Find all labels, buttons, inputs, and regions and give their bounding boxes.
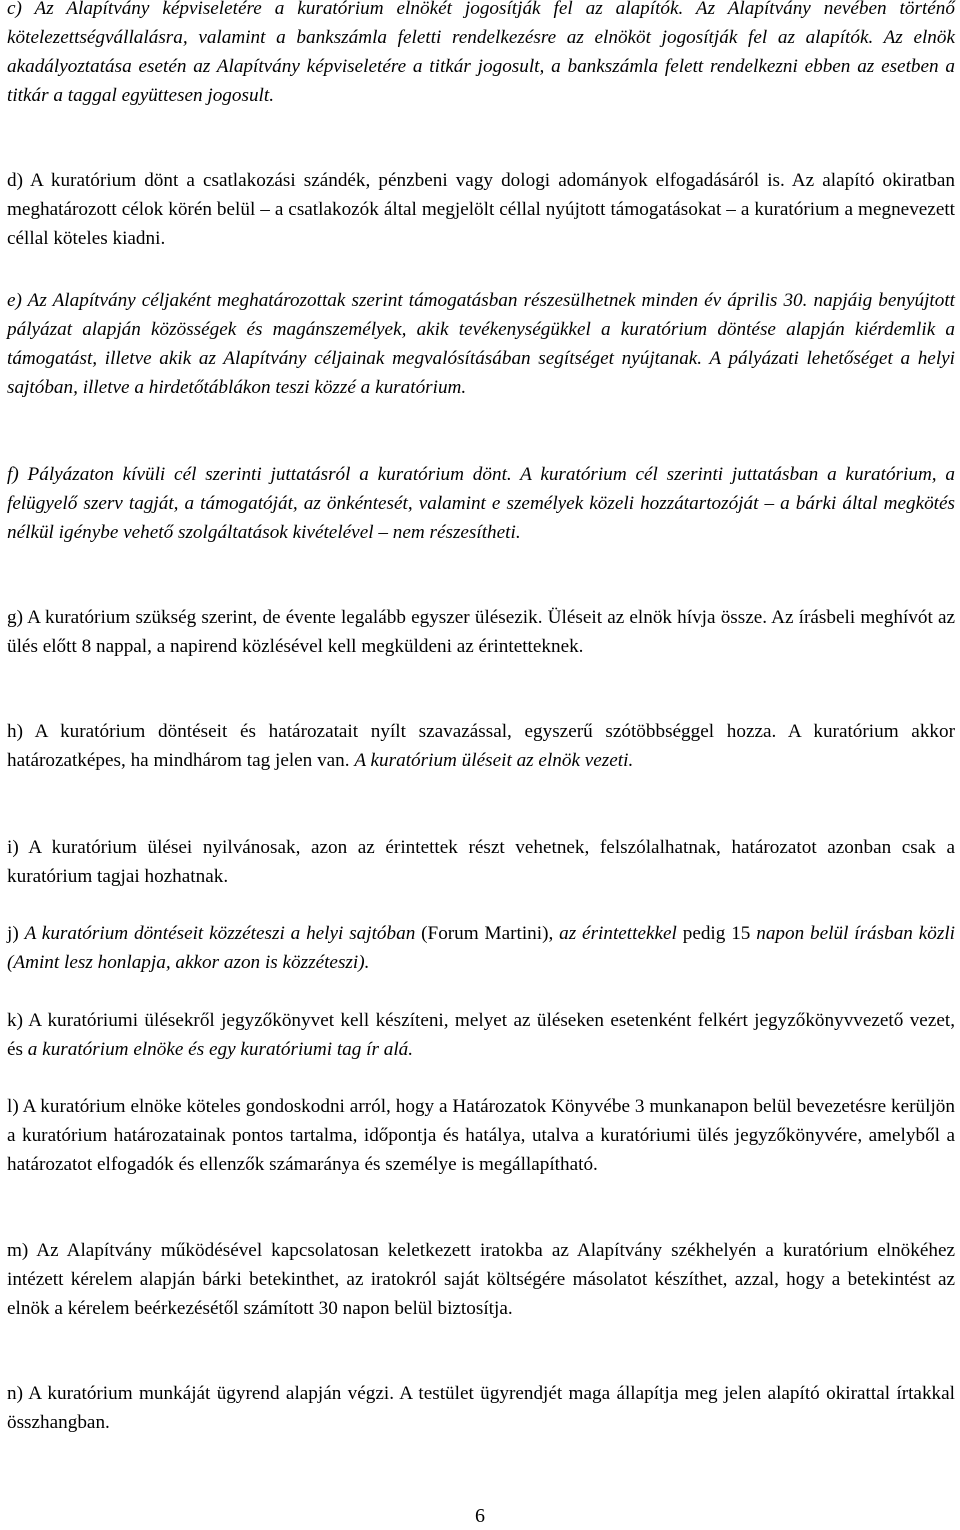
page-number: 6 [475, 1505, 485, 1527]
paragraph-e [7, 286, 955, 402]
paragraph-g-text: g) A kuratórium szükség szerint, de évente legalább egyszer ülésezik. Üléseit az elnök hívja össze. Az írásbeli meghívót az ülés előtt 8 nappal, a napirend közlésével kell megküldeni az érintetteknek. [7, 607, 955, 657]
paragraph-g [7, 603, 955, 661]
paragraph-j-text-4: az érintettekkel [559, 923, 677, 944]
paragraph-l-text: l) A kuratórium elnöke köteles gondoskodni arról, hogy a Határozatok Könyvébe 3 munkanapon belül bevezetésre kerüljön a kuratórium határozatainak pontos tartalma, időpontja és hatálya, utalva a kuratóriumi ülés jegyzőkönyvére, amelyből a határozatot elfogadók és ellenzők számaránya és személye is megállapítható. [7, 1096, 955, 1175]
paragraph-h-text-2: A kuratórium üléseit az elnök vezeti. [354, 750, 634, 771]
paragraph-k-text-1: k) A kuratóriumi ülésekről jegyzőkönyvet kell készíteni, melyet az üléseken esetenként felkért jegyzőkönyvvezető vezet, és [7, 1010, 955, 1060]
paragraph-i [7, 833, 955, 891]
paragraph-k-text-2: a kuratórium elnöke és egy kuratóriumi tag ír alá. [27, 1039, 414, 1060]
paragraph-c [7, 0, 955, 110]
paragraph-n [7, 1379, 955, 1437]
paragraph-j [7, 919, 955, 977]
paragraph-h-text-1: h) A kuratórium döntéseit és határozatait nyílt szavazással, egyszerű szótöbbséggel hozza. A kuratórium akkor határozatképes, ha mindhárom tag jelen van. [7, 721, 955, 771]
paragraph-f [7, 460, 955, 547]
paragraph-m [7, 1236, 955, 1323]
paragraph-c-text: c) Az Alapítvány képviseletére a kuratórium elnökét jogosítják fel az alapítók. Az Alapítvány nevében történő kötelezettségvállalásra, valamint a bankszámla feletti rendelkezésre az elnököt jogosítják fel az alapítók. Az elnök akadályoztatása esetén az Alapítvány képviseletére a titkár jogosult, a bankszámla felett rendelkezni ebben az esetben a titkár a taggal együttesen jogosult. [7, 0, 955, 106]
paragraph-j-text-1: j) [7, 923, 25, 944]
paragraph-j-text-5: pedig 15 [676, 923, 757, 944]
paragraph-j-text-6: napon belül írásban közli (Amint lesz honlapja, akkor azon is közzéteszi). [7, 923, 955, 973]
paragraph-n-text: n) A kuratórium munkáját ügyrend alapján végzi. A testület ügyrendjét maga állapítja meg jelen alapító okirattal írtakkal összhangban. [7, 1383, 955, 1433]
paragraph-d-text: d) A kuratórium dönt a csatlakozási szándék, pénzbeni vagy dologi adományok elfogadásáról is. Az alapító okiratban meghatározott célok körén belül – a csatlakozók által megjelölt céllal nyújtott támogatásokat – a kuratórium a megnevezett céllal köteles kiadni. [7, 170, 955, 249]
paragraph-k [7, 1006, 955, 1064]
paragraph-d [7, 166, 955, 253]
paragraph-l [7, 1092, 955, 1179]
paragraph-m-text: m) Az Alapítvány működésével kapcsolatosan keletkezett iratokba az Alapítvány székhelyén a kuratórium elnökéhez intézett kérelem alapján bárki betekinthet, az iratokról saját költségére másolatot készíthet, azzal, hogy a betekintést az elnök a kérelem beérkezésétől számított 30 napon belül biztosítja. [7, 1240, 955, 1319]
paragraph-j-text-2: A kuratórium döntéseit közzéteszi a helyi sajtóban [24, 923, 416, 944]
paragraph-j-text-3: (Forum Martini), [415, 923, 560, 944]
paragraph-i-text: i) A kuratórium ülései nyilvánosak, azon az érintettek részt vehetnek, felszólalhatnak, határozatot azonban csak a kuratórium tagjai hozhatnak. [7, 837, 955, 887]
paragraph-e-text: e) Az Alapítvány céljaként meghatározottak szerint támogatásban részesülhetnek minden év április 30. napjáig benyújtott pályázat alapján közösségek és magánszemélyek, akik tevékenységükkel a kuratórium döntése alapján kiérdemlik a támogatást, illetve akik az Alapítvány céljainak megvalósításában segítséget nyújtanak. A pályázati lehetőséget a helyi sajtóban, illetve a hirdetőtáblákon teszi közzé a kuratórium. [7, 290, 955, 398]
paragraph-f-text: f) Pályázaton kívüli cél szerinti juttatásról a kuratórium dönt. A kuratórium cél szerinti juttatásban a kuratórium, a felügyelő szerv tagját, a támogatóját, az önkéntesét, valamint e személyek közeli hozzátartozóját – a bárki által megkötés nélkül igénybe vehető szolgáltatások kivételével – nem részesítheti. [7, 464, 955, 543]
paragraph-h [7, 717, 955, 775]
